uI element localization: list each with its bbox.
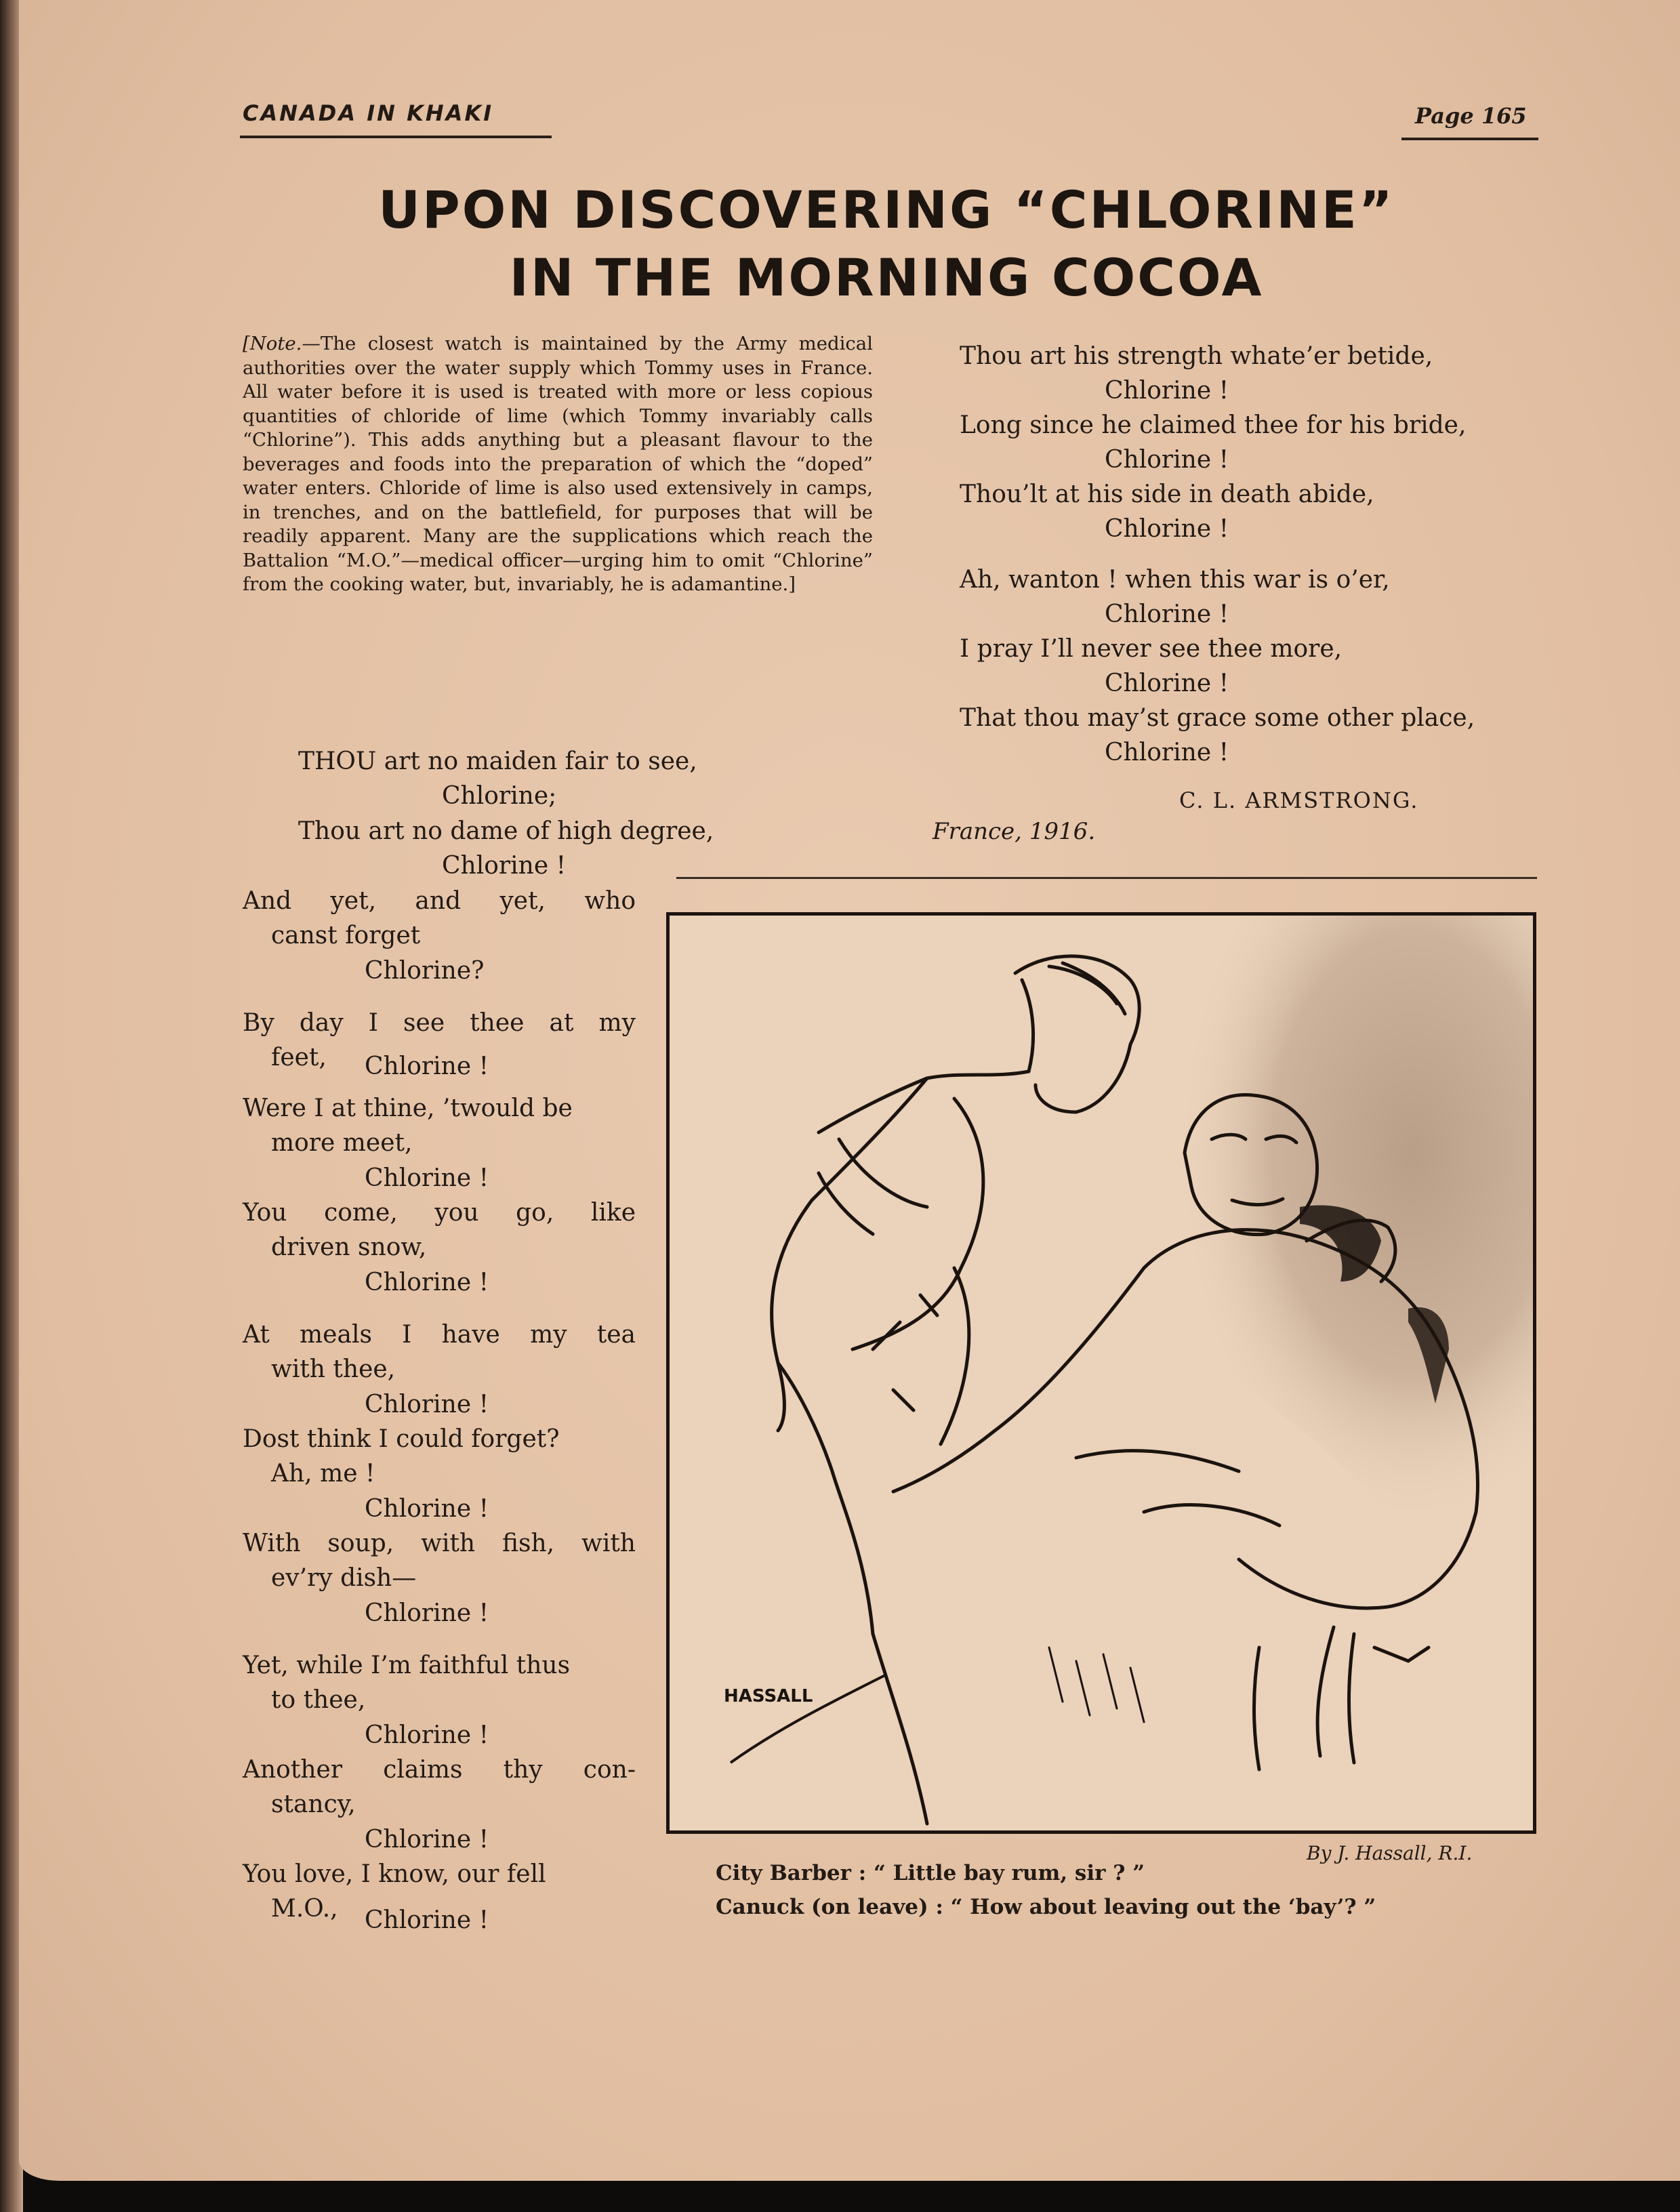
artist-signature: HASSALL <box>724 1686 813 1706</box>
poem-refrain: Chlorine ! <box>365 1826 489 1853</box>
poem-refrain: Chlorine ! <box>365 1269 489 1296</box>
poem-refrain: Chlorine ! <box>1105 739 1229 766</box>
poem-line: to thee, <box>271 1686 366 1714</box>
poem-refrain: Chlorine ! <box>1105 600 1229 628</box>
note-body: —The closest watch is maintained by the Army medical authorities over the water supply which Tommy uses in France. All water before it is used is treated with more or less copious quantities of chloride of lime (which Tommy invariably calls “Chlorine”). This adds anything but a pleasant flavour to the beverages and foods into the preparation of which the “doped” water enters. Chloride of lime is also used extensively in camps, in trenches, and on the battlefield, for purposes that will be readily apparent. Many are the supplications which reach the Battalion “M.O.”—medical officer—urging him to omit “Chlorine” from the cooking water, but, invariably, he is adamantine.] <box>243 333 873 595</box>
poem-refrain: Chlorine ! <box>365 1164 489 1192</box>
poem-line: Ah, wanton ! when this war is o’er, <box>960 566 1390 594</box>
poem-line: with thee, <box>271 1355 396 1383</box>
poem-line: Ah, me ! <box>271 1460 375 1488</box>
poem-refrain: Chlorine ! <box>365 1391 489 1418</box>
poem-refrain: Chlorine ! <box>1105 377 1229 405</box>
poem-refrain: Chlorine ! <box>1105 446 1229 474</box>
illustration-credit: By J. Hassall, R.I. <box>1307 1842 1473 1864</box>
poem-line: feet, <box>271 1044 327 1071</box>
poem-line: Thou art his strength whate’er betide, <box>960 342 1433 370</box>
running-head-publication: CANADA IN KHAKI <box>243 100 494 126</box>
running-head-rule-right <box>1401 138 1538 140</box>
poem-line: driven snow, <box>271 1233 427 1261</box>
article-title-line-2: IN THE MORNING COCOA <box>509 247 1264 308</box>
section-divider-rule <box>676 877 1537 879</box>
article-title-line-1: UPON DISCOVERING “CHLORINE” <box>378 180 1395 240</box>
running-head-rule-left <box>240 136 552 138</box>
poem-refrain: Chlorine ! <box>365 1721 489 1749</box>
poem-refrain: Chlorine ! <box>442 852 567 880</box>
poem-line: Long since he claimed thee for his bride, <box>960 411 1467 439</box>
poem-line: Dost think I could forget? <box>243 1425 560 1453</box>
cartoon-illustration-frame <box>666 912 1536 1834</box>
poem-line: With soup, with fish, with <box>243 1530 636 1557</box>
place-date: France, 1916. <box>933 818 1096 845</box>
magazine-page <box>19 0 1680 2181</box>
poem-refrain: Chlorine? <box>365 957 485 985</box>
poem-line: Another claims thy con- <box>243 1756 636 1784</box>
barber-cartoon-drawing <box>670 916 1533 1830</box>
poem-line: You love, I know, our fell <box>243 1860 546 1888</box>
running-head-page-number: Page 165 <box>1415 103 1527 129</box>
poem-line: Thou art no dame of high degree, <box>298 817 714 845</box>
poem-refrain: Chlorine ! <box>1105 515 1229 543</box>
poem-refrain: Chlorine ! <box>365 1495 489 1523</box>
caption-line-2: Canuck (on leave) : “ How about leaving out the ‘bay’? ” <box>716 1895 1376 1919</box>
author-signature: C. L. ARMSTRONG. <box>1179 787 1419 813</box>
poem-line: Thou’lt at his side in death abide, <box>960 480 1374 508</box>
poem-line: canst forget <box>271 922 421 949</box>
note-lead: [Note. <box>243 333 302 354</box>
poem-line: By day I see thee at my <box>243 1009 636 1037</box>
poem-line: Yet, while I’m faithful thus <box>243 1652 571 1679</box>
poem-line: That thou may’st grace some other place, <box>960 704 1475 732</box>
poem-line: I pray I’ll never see thee more, <box>960 635 1343 663</box>
editorial-note <box>243 332 873 597</box>
poem-refrain: Chlorine ! <box>1105 670 1229 697</box>
poem-refrain: Chlorine ! <box>365 1052 489 1080</box>
caption-line-1: City Barber : “ Little bay rum, sir ? ” <box>716 1861 1145 1885</box>
poem-refrain: Chlorine; <box>442 782 557 810</box>
poem-line: Were I at thine, ’twould be <box>243 1094 573 1122</box>
poem-line: THOU art no maiden fair to see, <box>298 747 697 775</box>
poem-refrain: Chlorine ! <box>365 1599 489 1627</box>
poem-line: You come, you go, like <box>243 1199 636 1227</box>
poem-refrain: Chlorine ! <box>365 1906 489 1934</box>
poem-line: M.O., <box>271 1895 338 1923</box>
poem-line: At meals I have my tea <box>243 1321 636 1349</box>
poem-line: stancy, <box>271 1790 356 1818</box>
poem-line: more meet, <box>271 1129 413 1157</box>
poem-line: And yet, and yet, who <box>243 887 636 915</box>
background-shading <box>1103 916 1533 1593</box>
poem-line: ev’ry dish— <box>271 1564 417 1592</box>
